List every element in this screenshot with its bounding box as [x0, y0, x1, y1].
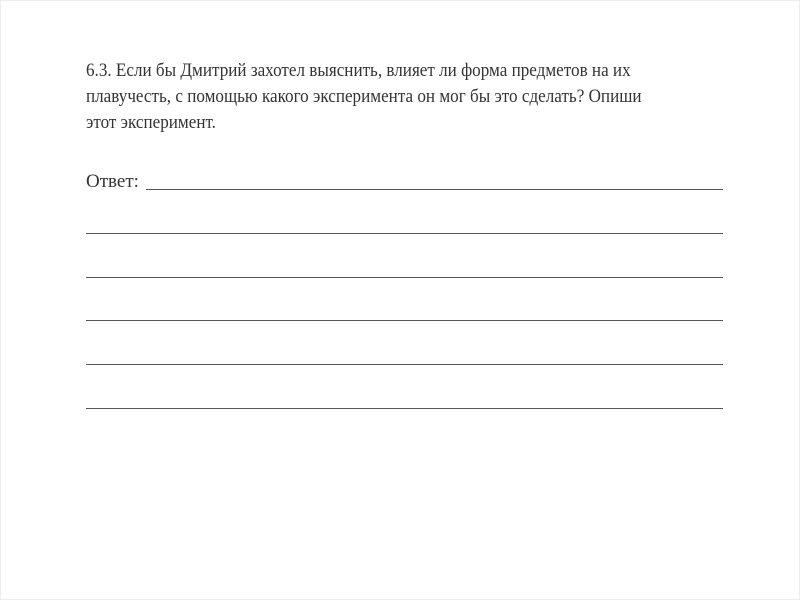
answer-label: Ответ:	[86, 171, 139, 192]
question-line: этот эксперимент.	[86, 112, 216, 133]
answer-line[interactable]	[86, 233, 723, 234]
answer-line[interactable]	[86, 408, 723, 409]
question-line: плавучесть, с помощью какого эксперимента он мог бы это сделать? Опиши	[86, 86, 642, 107]
answer-line[interactable]	[146, 189, 723, 190]
answer-line[interactable]	[86, 364, 723, 365]
question-text	[86, 58, 662, 136]
question-line: 6.3. Если бы Дмитрий захотел выяснить, влияет ли форма предметов на их	[86, 60, 631, 81]
answer-line[interactable]	[86, 277, 723, 278]
answer-line[interactable]	[86, 320, 723, 321]
